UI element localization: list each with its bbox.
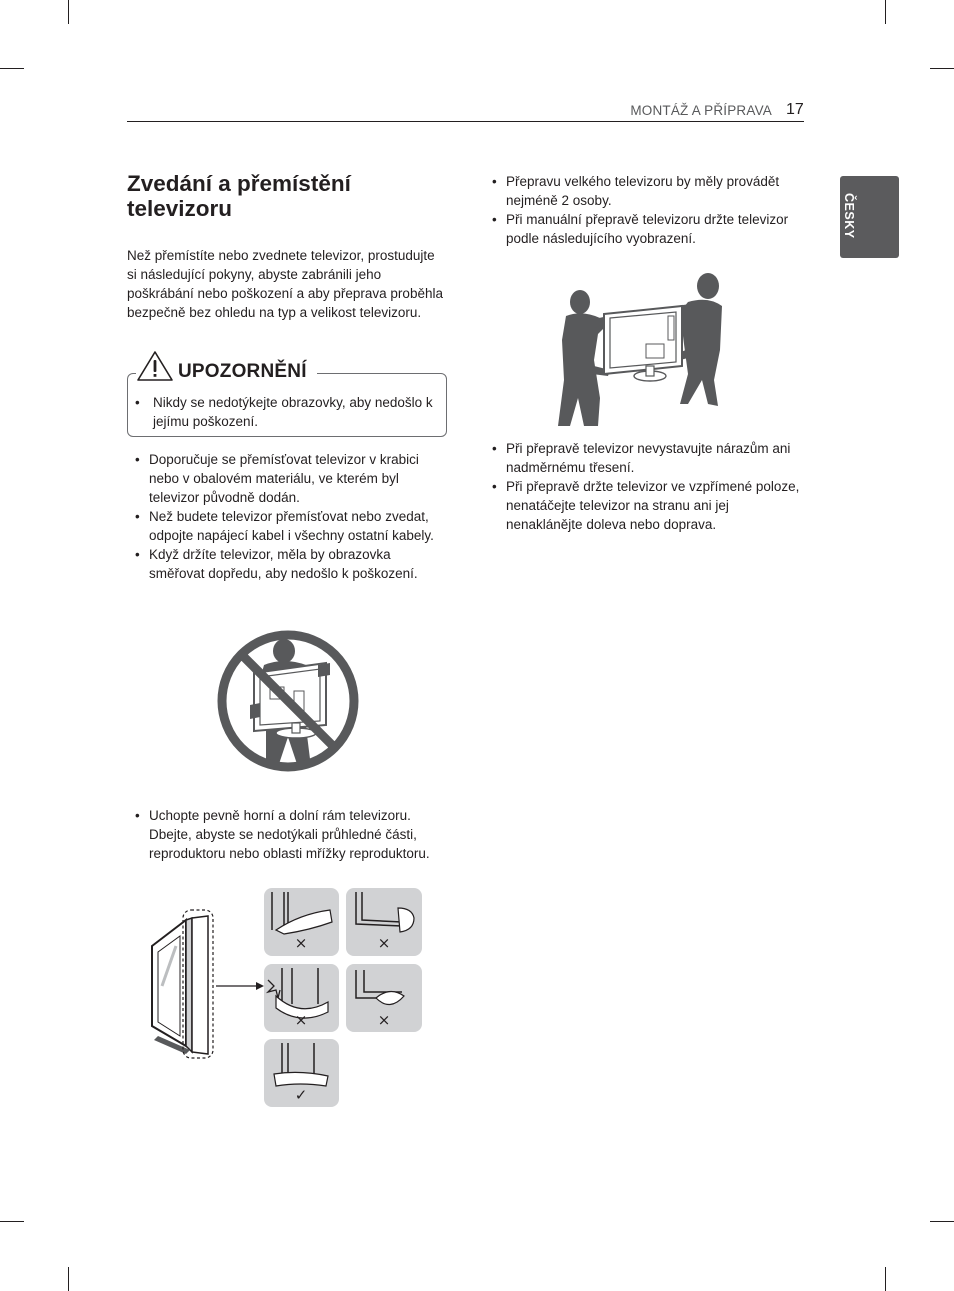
two-person-carry-figure <box>558 270 724 430</box>
crop-mark <box>885 0 886 24</box>
grip-mark: × <box>294 1011 308 1029</box>
page-number: 17 <box>786 101 804 118</box>
header-rule <box>127 121 804 122</box>
grip-panel-3 <box>264 964 339 1032</box>
grip-mark: ✓ <box>294 1086 308 1104</box>
grip-panel-2 <box>346 888 422 956</box>
tv-side-view-icon <box>152 910 213 1058</box>
language-tab-label: ČESKY <box>842 193 856 239</box>
list-item: • Při přepravě držte televizor ve vzpřímené poloze, nenatáčejte televizor na stranu ani jej nenaklánějte doleva nebo doprava. <box>484 477 806 534</box>
crop-mark <box>885 1267 886 1291</box>
grip-mark: × <box>377 1011 391 1029</box>
crop-mark <box>930 1221 954 1222</box>
bullet-list <box>484 439 806 534</box>
warning-triangle-icon <box>136 350 174 382</box>
list-item: • Uchopte pevně horní a dolní rám televizoru. Dbejte, abyste se nedotýkali průhledné části, reproduktoru nebo oblasti mřížky reproduktoru. <box>127 806 449 863</box>
list-item: • Při přepravě televizor nevystavujte nárazům ani nadměrnému třesení. <box>484 439 806 477</box>
grip-mark: × <box>294 934 308 952</box>
grip-panel-5 <box>264 1039 339 1107</box>
list-item: • Doporučuje se přemísťovat televizor v krabici nebo v obalovém materiálu, ve kterém byl televizor původně dodán. <box>127 450 449 507</box>
caution-list <box>127 393 437 431</box>
crop-mark <box>930 68 954 69</box>
language-tab <box>840 176 899 258</box>
crop-mark <box>68 0 69 24</box>
prohibited-carry-figure <box>214 627 362 775</box>
page-title: Zvedání a přemístění televizoru <box>127 171 351 221</box>
crop-mark <box>0 68 24 69</box>
frame-grip-figure <box>150 886 430 1110</box>
caution-title: UPOZORNĚNÍ <box>178 361 307 382</box>
intro-paragraph: Než přemístíte nebo zvednete televizor, prostudujte si následující pokyny, abyste zabránili jeho poškrábání nebo poškození a aby přeprava proběhla bezpečně bez ohledu na typ a velikost televizoru. <box>127 248 443 320</box>
caution-heading <box>136 350 317 383</box>
two-person-carry-icon <box>558 273 722 426</box>
grip-panel-1 <box>264 888 339 956</box>
list-item: • Když držíte televizor, měla by obrazovka směřovat dopředu, aby nedošlo k poškození. <box>127 545 449 583</box>
list-item: • Přepravu velkého televizoru by měly provádět nejméně 2 osoby. <box>484 172 806 210</box>
crop-mark <box>68 1267 69 1291</box>
header-section-title: MONTÁŽ A PŘÍPRAVA <box>630 103 772 118</box>
grip-mark: × <box>377 934 391 952</box>
crop-mark <box>0 1221 24 1222</box>
list-item: • Při manuální přepravě televizoru držte televizor podle následujícího vyobrazení. <box>484 210 806 248</box>
list-item: • Než budete televizor přemísťovat nebo zvedat, odpojte napájecí kabel i všechny ostatní kabely. <box>127 507 449 545</box>
grip-panel-4 <box>346 964 422 1032</box>
caution-item: • Nikdy se nedotýkejte obrazovky, aby nedošlo k jejímu poškození. <box>127 393 437 431</box>
bullet-list <box>127 806 449 863</box>
bullet-list <box>484 172 806 248</box>
bullet-list <box>127 450 449 583</box>
